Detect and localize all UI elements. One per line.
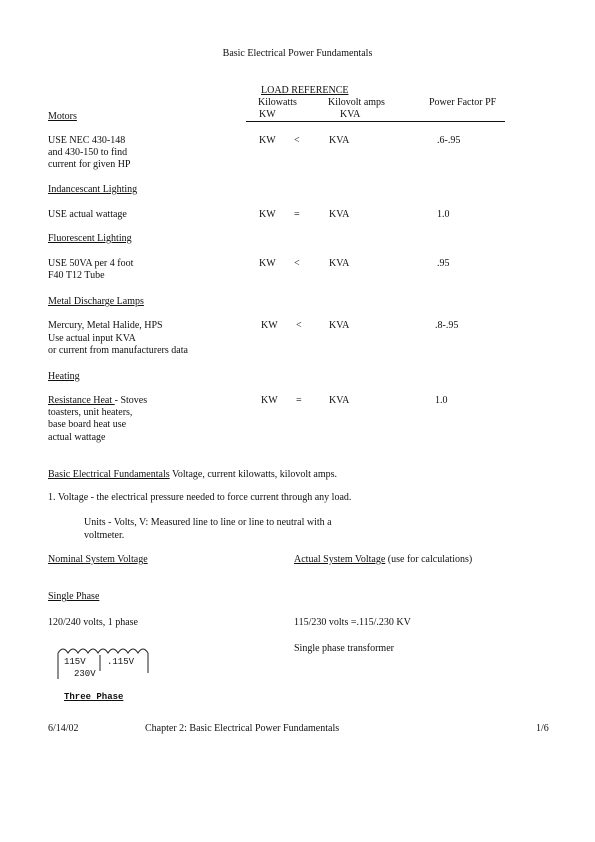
- resistance-heat-rest: - Stoves: [114, 395, 148, 406]
- col-kva-label: Kilovolt amps: [328, 97, 385, 108]
- col-kw-unit: KW: [259, 109, 276, 120]
- footer-chapter: Chapter 2: Basic Electrical Power Fundamentals: [145, 723, 340, 734]
- fundamentals-heading: [48, 469, 337, 481]
- nominal-voltage-label: Nominal System Voltage: [48, 554, 148, 565]
- row-heading-fluorescent: Fluorescent Lighting: [48, 233, 132, 244]
- cell-operator: <: [296, 320, 302, 331]
- row-desc: [48, 395, 147, 407]
- row-desc: Use actual input KVA: [48, 333, 136, 344]
- cell-pf: 1.0: [435, 395, 448, 406]
- sketch-label-right: .115V: [107, 657, 135, 667]
- col-pf-label: Power Factor PF: [429, 97, 497, 108]
- load-reference-title: LOAD REFERENCE: [261, 85, 349, 96]
- cell-pf: .95: [437, 258, 450, 269]
- cell-pf: .6-.95: [437, 135, 461, 146]
- col-kva-unit: KVA: [340, 109, 361, 120]
- cell-kw: KW: [259, 209, 276, 220]
- row-desc: F40 T12 Tube: [48, 270, 105, 281]
- sketch-label-bottom: 230V: [74, 669, 96, 679]
- actual-single-phase-value: 115/230 volts =.115/.230 KV: [294, 617, 411, 628]
- footer-page-number: 1/6: [536, 723, 549, 734]
- cell-operator: <: [294, 135, 300, 146]
- single-phase-label: Single Phase: [48, 591, 100, 602]
- footer-date: 6/14/02: [48, 723, 79, 734]
- cell-kva: KVA: [329, 258, 350, 269]
- cell-kw: KW: [261, 395, 278, 406]
- header-rule: [246, 121, 505, 122]
- sketch-label-left: 115V: [64, 657, 86, 667]
- row-desc: base board heat use: [48, 419, 127, 430]
- cell-kva: KVA: [329, 395, 350, 406]
- row-heading-motors: Motors: [48, 111, 77, 122]
- row-desc: or current from manufacturers data: [48, 345, 188, 356]
- page-title: Basic Electrical Power Fundamentals: [222, 48, 373, 59]
- units-line: voltmeter.: [84, 530, 125, 541]
- resistance-heat-label: Resistance Heat: [48, 395, 115, 406]
- nominal-single-phase-value: 120/240 volts, 1 phase: [48, 617, 138, 628]
- actual-voltage-label: Actual System Voltage: [294, 554, 386, 565]
- fundamentals-subtitle: Voltage, current kilowatts, kilovolt amps.: [169, 469, 338, 480]
- units-line: Units - Volts, V: Measured line to line or line to neutral with a: [84, 517, 332, 528]
- row-desc: current for given HP: [48, 159, 131, 170]
- row-desc: Mercury, Metal Halide, HPS: [48, 320, 163, 331]
- row-heading-incandescent: Indancescant Lighting: [48, 184, 138, 195]
- voltage-definition: 1. Voltage - the electrical pressure needed to force current through any load.: [48, 492, 352, 503]
- transformer-label: Single phase transformer: [294, 643, 394, 654]
- cell-operator: =: [296, 395, 302, 406]
- fundamentals-title: Basic Electrical Fundamentals: [48, 469, 170, 480]
- cell-pf: .8-.95: [435, 320, 459, 331]
- cell-kva: KVA: [329, 209, 350, 220]
- col-kw-label: Kilowatts: [258, 97, 297, 108]
- row-desc: and 430-150 to find: [48, 147, 128, 158]
- cell-operator: =: [294, 209, 300, 220]
- row-desc: actual wattage: [48, 432, 106, 443]
- row-desc: USE NEC 430-148: [48, 135, 126, 146]
- row-desc: toasters, unit heaters,: [48, 407, 133, 418]
- row-desc: USE actual wattage: [48, 209, 127, 220]
- cell-kw: KW: [261, 320, 278, 331]
- row-desc: USE 50VA per 4 foot: [48, 258, 134, 269]
- cell-kva: KVA: [329, 320, 350, 331]
- cell-kw: KW: [259, 135, 276, 146]
- cell-kw: KW: [259, 258, 276, 269]
- actual-voltage-note: (use for calculations): [385, 554, 473, 565]
- cell-operator: <: [294, 258, 300, 269]
- three-phase-label: Three Phase: [64, 692, 124, 702]
- row-heading-heating: Heating: [48, 371, 80, 382]
- row-heading-metal-discharge: Metal Discharge Lamps: [48, 296, 144, 307]
- cell-pf: 1.0: [437, 209, 450, 220]
- actual-voltage-heading: [294, 554, 472, 566]
- cell-kva: KVA: [329, 135, 350, 146]
